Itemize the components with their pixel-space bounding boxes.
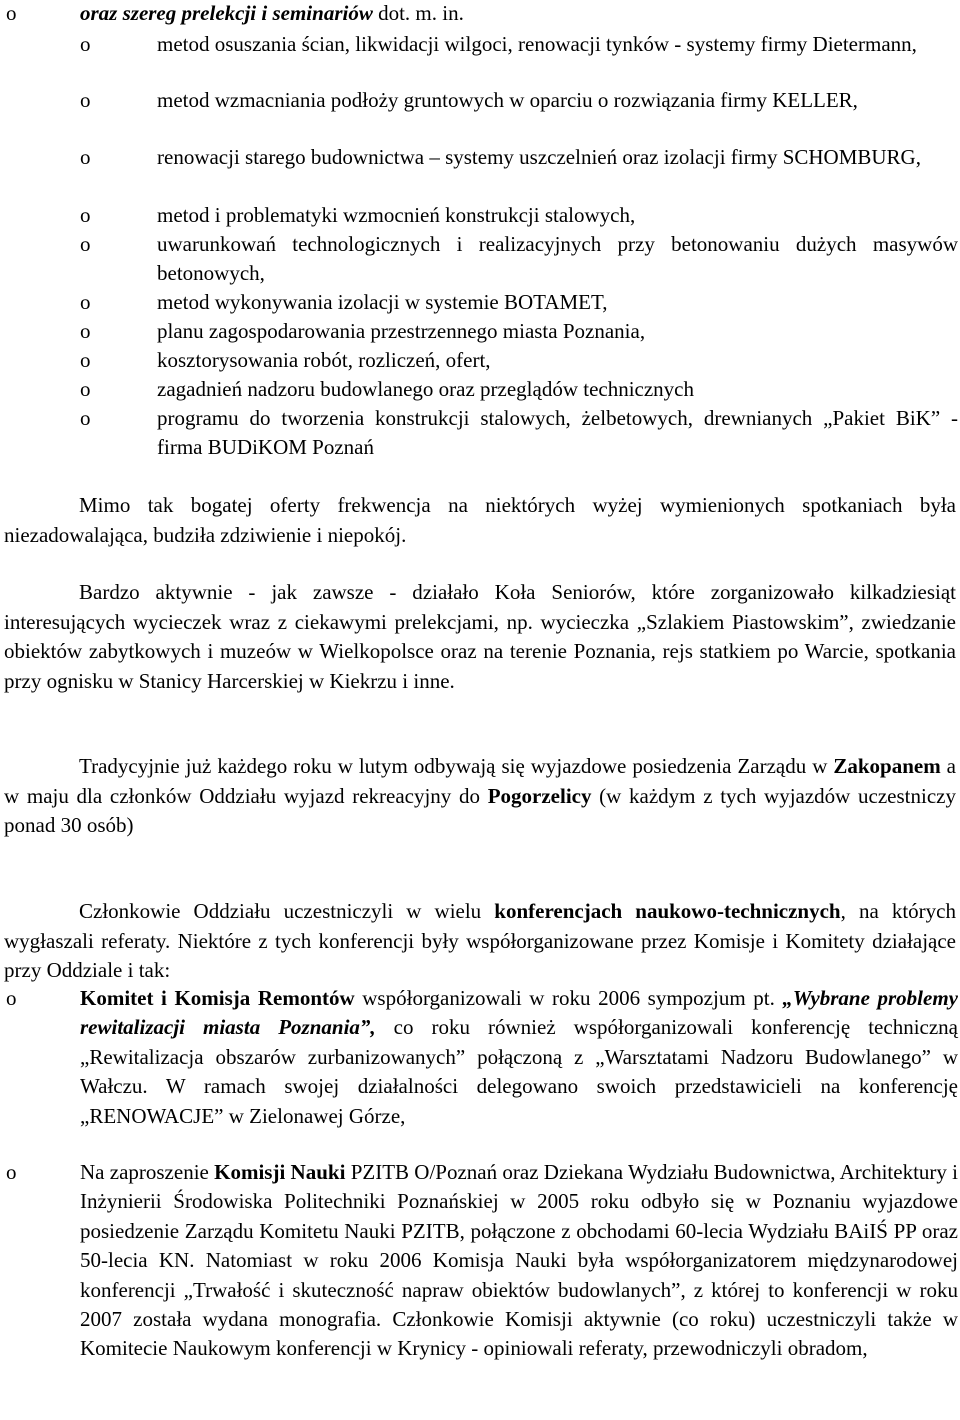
bullet: o bbox=[6, 1, 17, 25]
bullet: o bbox=[80, 377, 91, 401]
bullet: o bbox=[6, 986, 17, 1010]
emphasis-text: „Wybrane problemy rewitalizacji miasta Poznania”, bbox=[80, 986, 958, 1040]
plain-text: współorganizowali w roku 2006 sympozjum pt. bbox=[354, 986, 783, 1010]
sub-list-item-text: metod osuszania ścian, likwidacji wilgoci, renowacji tynków - systemy firmy Dietermann, bbox=[157, 32, 917, 56]
paragraph bbox=[4, 578, 956, 696]
sub-list-item-text: planu zagospodarowania przestrzennego miasta Poznania, bbox=[157, 319, 646, 343]
sub-list-item-text: metod i problematyki wzmocnień konstrukcji stalowych, bbox=[157, 203, 636, 227]
bullet: o bbox=[80, 88, 91, 112]
sub-list-item-text: kosztorysowania robót, rozliczeń, ofert, bbox=[157, 348, 491, 372]
list-item-text bbox=[80, 984, 958, 1131]
sub-list-item-text: renowacji starego budownictwa – systemy uszczelnień oraz izolacji firmy SCHOMBURG, bbox=[157, 145, 921, 169]
bullet: o bbox=[80, 406, 91, 430]
sub-list-item-text: uwarunkowań technologicznych i realizacyjnych przy betonowaniu dużych masywów betonowych, bbox=[157, 232, 958, 285]
plain-text: co roku również współorganizowali konferencję techniczną „Rewitalizacja obszarów zurbanizowanych” połączoną z „Warsztatami Nadzoru Budowlanego” w Wałczu. W ramach swojej działalności delegowano swoich przedstawicieli na konferencję „RENOWACJE” w Zielonawej Górze, bbox=[80, 1015, 958, 1128]
paragraph-text: a w maju dla członków Oddziału wyjazd rekreacyjny do bbox=[4, 754, 956, 808]
paragraph-text: Tradycyjnie już każdego roku w lutym odbywają się wyjazdowe posiedzenia Zarządu w bbox=[79, 754, 834, 778]
paragraph bbox=[4, 491, 956, 550]
paragraph bbox=[4, 752, 956, 841]
bullet: o bbox=[6, 1160, 17, 1184]
bullet: o bbox=[80, 232, 91, 256]
bold-text: Komitet i Komisja Remontów bbox=[80, 986, 355, 1010]
paragraph-text: Bardzo aktywnie - jak zawsze - działało Koła Seniorów, które zorganizowało kilkadziesiąt interesujących wycieczek wraz z ciekawymi prelekcjami, np. wycieczka „Szlakiem Piastowskim”, zwiedzanie obiektów zabytkowych i muzeów w Wielkopolsce oraz na terenie Poznania, rejs statkiem po Warcie, spotkania przy ognisku w Stanicy Harcerskiej w Kiekrzu i inne. bbox=[4, 580, 956, 693]
bullet: o bbox=[80, 32, 91, 56]
plain-text: PZITB O/Poznań oraz Dziekana Wydziału Budownictwa, Architektury i Inżynierii Środowiska Politechniki Poznańskiej w 2005 roku odbyło się w Poznaniu wyjazdowe posiedzenie Zarządu Komitetu Nauki PZITB, połączone z obchodami 60-lecia Wydziału BAiIŚ PP oraz 50-lecia KN. Natomiast w roku 2006 Komisja Nauki była współorganizatorem międzynarodowej konferencji „Trwałość i skuteczność napraw obiektów budowlanych”, z której to konferencji w roku 2007 została wydana monografia. Członkowie Komisji aktywnie (co roku) uczestniczyli także w Komitecie Naukowym konferencji w Krynicy - opiniowali referaty, przewodniczyli obradom, bbox=[80, 1160, 958, 1361]
bullet: o bbox=[80, 203, 91, 227]
paragraph-text: Mimo tak bogatej oferty frekwencja na niektórych wyżej wymienionych spotkaniach była niezadowalająca, budziła zdziwienie i niepokój. bbox=[4, 493, 956, 547]
plain-text: Na zaproszenie bbox=[80, 1160, 215, 1184]
paragraph-text: Członkowie Oddziału uczestniczyli w wielu bbox=[79, 899, 495, 923]
bold-text: konferencjach naukowo-technicznych bbox=[494, 899, 841, 923]
bold-text: Zakopanem bbox=[833, 754, 941, 778]
plain-text: dot. m. in. bbox=[372, 1, 464, 25]
bold-text: Pogorzelicy bbox=[487, 783, 592, 808]
sub-list-item-text: metod wzmacniania podłoży gruntowych w oparciu o rozwiązania firmy KELLER, bbox=[157, 88, 858, 112]
sub-list-item-text: zagadnień nadzoru budowlanego oraz przeglądów technicznych bbox=[157, 377, 695, 401]
sub-list-item-text: programu do tworzenia konstrukcji stalowych, żelbetowych, drewnianych „Pakiet BiK” - firma BUDiKOM Poznań bbox=[157, 406, 958, 459]
paragraph-text: (w każdym z tych wyjazdów uczestniczy ponad 30 osób) bbox=[4, 783, 956, 837]
bold-text: Komisji Nauki bbox=[214, 1160, 346, 1184]
list-item-text bbox=[80, 0, 958, 28]
bullet: o bbox=[80, 348, 91, 372]
list-item-text bbox=[80, 1158, 958, 1364]
bullet: o bbox=[80, 319, 91, 343]
bullet: o bbox=[80, 290, 91, 314]
paragraph bbox=[4, 897, 956, 986]
paragraph-text: , na których wygłaszali referaty. Niektóre z tych konferencji były współorganizowane przez Komisje i Komitety działające przy Oddziale i tak: bbox=[4, 899, 956, 982]
emphasis-text: oraz szereg prelekcji i seminariów bbox=[80, 1, 373, 25]
bullet: o bbox=[80, 145, 91, 169]
sub-list-item-text: metod wykonywania izolacji w systemie BOTAMET, bbox=[157, 290, 608, 314]
